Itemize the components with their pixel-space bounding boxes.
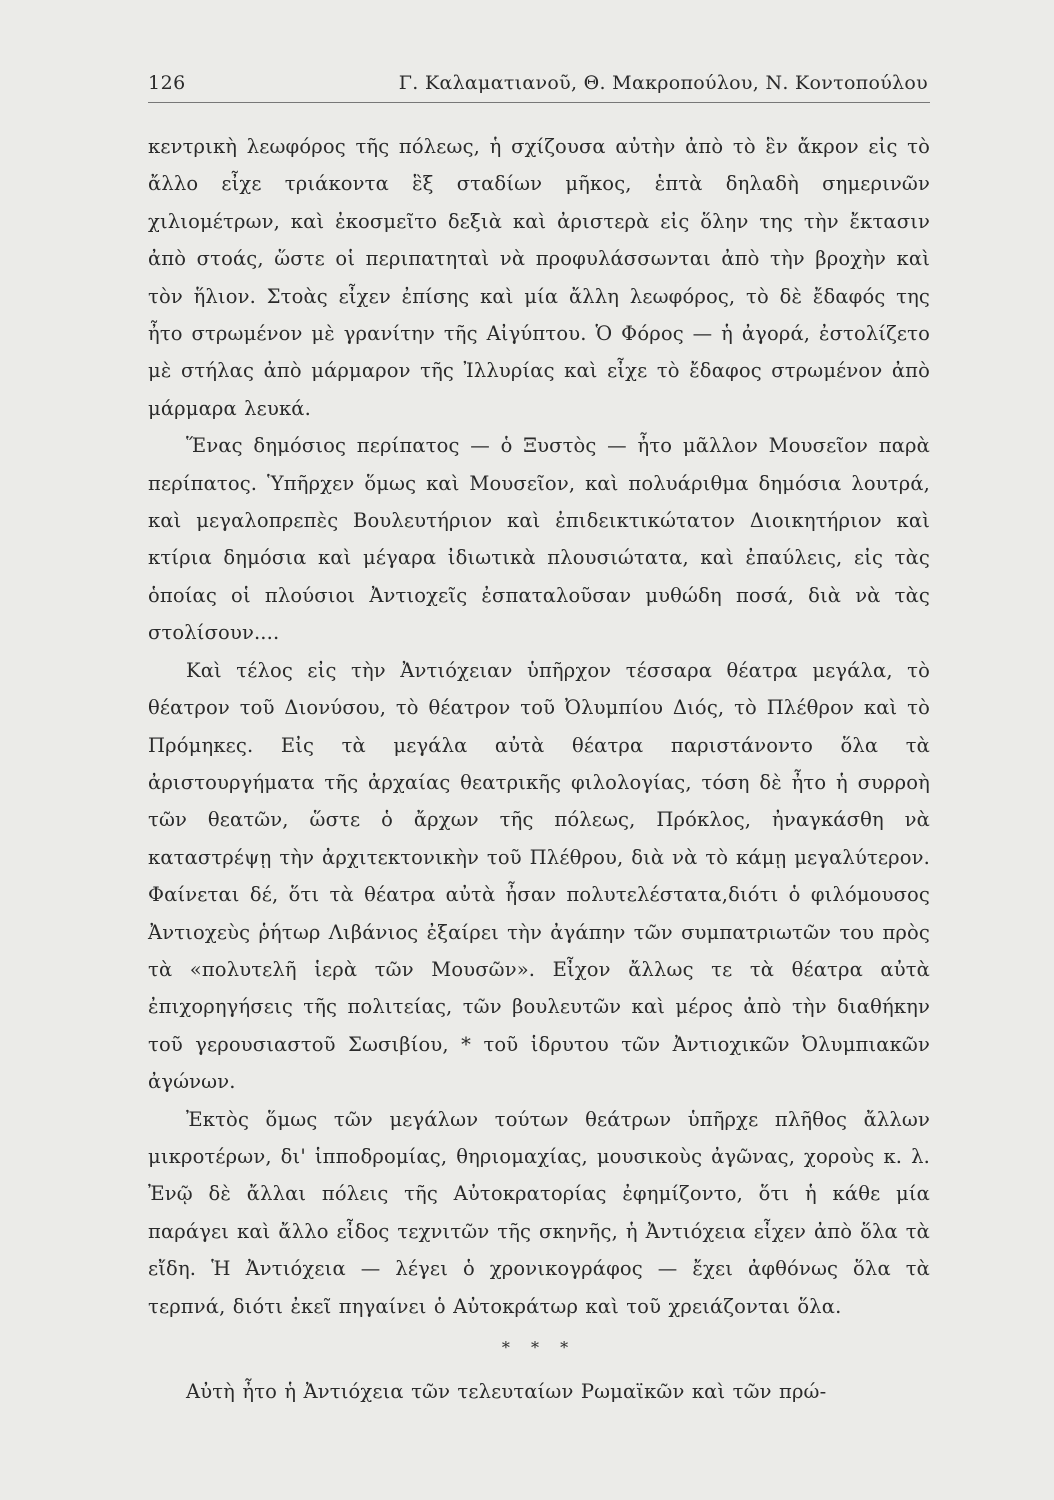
body-text bbox=[148, 128, 930, 1410]
page-number: 126 bbox=[148, 72, 186, 94]
paragraph-2: Ἕνας δημόσιος περίπατος — ὁ Ξυστὸς — ἦτο μᾶλλον Μουσεῖον παρὰ περίπατος. Ὑπῆρχεν ὅμως καὶ Μουσεῖον, καὶ πολυάριθμα δημόσια λουτρά, καὶ μεγαλοπρεπὲς Βουλευτήριον καὶ ἐπιδεικτικώτατον Διοικητήριον καὶ κτίρια δημόσια καὶ μέγαρα ἰδιωτικὰ πλουσιώτατα, καὶ ἐπαύλεις, εἰς τὰς ὁποίας οἱ πλούσιοι Ἀντιοχεῖς ἐσπαταλοῦσαν μυθώδη ποσά, διὰ νὰ τὰς στολίσουν.... bbox=[148, 434, 930, 645]
paragraph-1: κεντρικὴ λεωφόρος τῆς πόλεως, ἡ σχίζουσα αὐτὴν ἀπὸ τὸ ἓν ἄκρον εἰς τὸ ἄλλο εἶχε τριάκοντα ἓξ σταδίων μῆκος, ἑπτὰ δηλαδὴ σημερινῶν χιλιομέτρων, καὶ ἐκοσμεῖτο δεξιὰ καὶ ἀριστερὰ εἰς ὅλην της τὴν ἔκτασιν ἀπὸ στοάς, ὥστε οἱ περιπατηταὶ νὰ προφυλάσσωνται ἀπὸ τὴν βροχὴν καὶ τὸν ἥλιον. Στοὰς εἶχεν ἐπίσης καὶ μία ἄλλη λεωφόρος, τὸ δὲ ἔδαφός της ἦτο στρωμένον μὲ γρανίτην τῆς Αἰγύπτου. Ὁ Φόρος — ἡ ἀγορά, ἐστολίζετο μὲ στήλας ἀπὸ μάρμαρον τῆς Ἰλλυρίας καὶ εἶχε τὸ ἔδαφος στρωμένον ἀπὸ μάρμαρα λευκά. bbox=[148, 135, 930, 420]
running-head: Γ. Καλαματιανοῦ, Θ. Μακροπούλου, Ν. Κοντοπούλου bbox=[398, 72, 928, 94]
page-header bbox=[148, 72, 928, 104]
section-break-asterism: * * * bbox=[501, 1338, 577, 1357]
paragraph-4: Ἐκτὸς ὅμως τῶν μεγάλων τούτων θεάτρων ὑπῆρχε πλῆθος ἄλλων μικροτέρων, δι' ἱπποδρομίας, θηριομαχίας, μουσικοὺς ἀγῶνας, χοροὺς κ. λ. Ἐνῷ δὲ ἄλλαι πόλεις τῆς Αὐτοκρατορίας ἐφημίζοντο, ὅτι ἡ κάθε μία παράγει καὶ ἄλλο εἶδος τεχνιτῶν τῆς σκηνῆς, ἡ Ἀντιόχεια εἶχεν ἀπὸ ὅλα τὰ εἴδη. Ἡ Ἀντιόχεια — λέγει ὁ χρονικογράφος — ἔχει ἀφθόνως ὅλα τὰ τερπνά, διότι ἐκεῖ πηγαίνει ὁ Αὐτοκράτωρ καὶ τοῦ χρειάζονται ὅλα. bbox=[148, 1107, 930, 1318]
paragraph-3: Καὶ τέλος εἰς τὴν Ἀντιόχειαν ὑπῆρχον τέσσαρα θέατρα μεγάλα, τὸ θέατρον τοῦ Διονύσου, τὸ θέατρον τοῦ Ὀλυμπίου Διός, τὸ Πλέθρον καὶ τὸ Πρόμηκες. Εἰς τὰ μεγάλα αὐτὰ θέατρα παριστάνοντο ὅλα τὰ ἀριστουργήματα τῆς ἀρχαίας θεατρικῆς φιλολογίας, τόση δὲ ἦτο ἡ συρροὴ τῶν θεατῶν, ὥστε ὁ ἄρχων τῆς πόλεως, Πρόκλος, ἠναγκάσθη νὰ καταστρέψῃ τὴν ἀρχιτεκτονικὴν τοῦ Πλέθρου, διὰ νὰ τὸ κάμῃ μεγαλύτερον. Φαίνεται δέ, ὅτι τὰ θέατρα αὐτὰ ἦσαν πολυτελέστατα,διότι ὁ φιλόμουσος Ἀντιοχεὺς ῥήτωρ Λιβάνιος ἐξαίρει τὴν ἀγάπην τῶν συμπατριωτῶν του πρὸς τὰ «πολυτελῆ ἱερὰ τῶν Μουσῶν». Εἶχον ἄλλως τε τὰ θέατρα αὐτὰ ἐπιχορηγήσεις τῆς πολιτείας, τῶν βουλευτῶν καὶ μέρος ἀπὸ τὴν διαθήκην τοῦ γερουσιαστοῦ Σωσιβίου, * τοῦ ἱδρυτου τῶν Ἀντιοχικῶν Ὀλυμπιακῶν ἀγώνων. bbox=[148, 658, 930, 1094]
paragraph-5: Αὐτὴ ἦτο ἡ Ἀντιόχεια τῶν τελευταίων Ρωμαϊκῶν καὶ τῶν πρώ- bbox=[186, 1380, 827, 1403]
header-rule bbox=[148, 102, 930, 103]
